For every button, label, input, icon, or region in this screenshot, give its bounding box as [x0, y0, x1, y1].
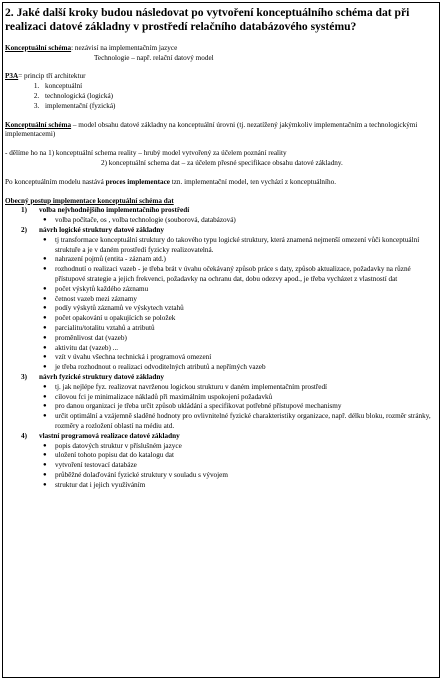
step-label: návrh logické struktury datové základny — [39, 225, 164, 234]
step-bullets — [5, 236, 435, 373]
architecture-item: 2. technologická (logická) — [41, 92, 435, 102]
procedure-title: Obecný postup implementace konceptuální schéma dat — [5, 196, 174, 205]
division-line-1: - dělíme ho na 1) konceptuální schema reality – hrubý model vytvořený za účelem poznání reality — [5, 149, 287, 158]
conceptual-model-definition: – model obsahu datové základny na konceptuální úrovni (tj. nezatížený jakýmkoliv implementačním a technologickými implementacemi) — [5, 120, 418, 139]
list-item: ● popis datových struktur v příslušném jazyce — [43, 442, 435, 452]
procedure-step — [5, 206, 435, 216]
architecture-item: 1. konceptuální — [41, 82, 435, 92]
list-item: ● volba počítače, os , volba technologie (souborová, databázová) — [43, 216, 435, 226]
procedure-step — [5, 226, 435, 236]
p3a-definition: = princip tří architektur — [18, 72, 86, 81]
list-item: ● cílovou fci je minimalizace nákladů při maximálním uspokojení požadavků — [43, 393, 435, 403]
step-bullets — [5, 442, 435, 491]
list-item: ● je třeba rozhodnout o realizaci odvoditelných atributů a nepřímých vazeb — [43, 363, 435, 373]
list-item: ● struktur dat i jejich využíváním — [43, 481, 435, 491]
step-number: 1) — [21, 206, 27, 215]
list-item: ● vytvoření testovací databáze — [43, 461, 435, 471]
section-conceptual-schema — [5, 44, 435, 64]
procedure-step — [5, 373, 435, 383]
section-general-procedure — [5, 197, 435, 491]
p3a-line — [5, 72, 435, 82]
list-item: ● průběžné dolaďování fyzické struktury v souladu s vývojem — [43, 471, 435, 481]
procedure-step — [5, 432, 435, 442]
list-item: ● určit optimální a vzájemně sladěné hodnoty pro ovlivnitelné fyzické charakteristiky organizace, např. délku bloku, rozměr stránky, rozměry a rozložení oblastí na médiu atd. — [43, 412, 435, 432]
section-conceptual-model — [5, 121, 435, 141]
conceptual-schema-definition: : nezávisí na implementačním jazyce — [71, 43, 178, 52]
list-item: ● aktivitu dat (vazeb) ... — [43, 344, 435, 354]
process-prefix: Po konceptuálním modelu nastává — [5, 177, 106, 186]
section-implementation-process — [5, 178, 435, 188]
process-suffix: tzn. implementační model, ten vychází z konceptuálního. — [169, 177, 337, 186]
architecture-list — [5, 82, 435, 111]
list-item: ● uložení tohoto popisu dat do katalogu dat — [43, 451, 435, 461]
p3a-term: P3A — [5, 72, 19, 81]
question-heading: 2. Jaké další kroky budou následovat po vytvoření konceptuálního schéma dat při realizaci datové základny v prostředí relačního databázového systému? — [5, 6, 410, 34]
list-item: ● proměnlivost dat (vazeb) — [43, 334, 435, 344]
division-line-2: 2) konceptuální schema dat – za účelem přesné specifikace obsahu datové základny. — [101, 158, 343, 167]
section-division — [5, 149, 435, 169]
step-number: 2) — [21, 225, 27, 234]
step-label: vlastní programová realizace datové základny — [39, 431, 180, 440]
step-bullets — [5, 216, 435, 226]
list-item: ● vzít v úvahu všechna technická i programová omezení — [43, 353, 435, 363]
list-item: ● četnost vazeb mezi záznamy — [43, 295, 435, 305]
conceptual-schema-line — [5, 44, 435, 54]
process-term: proces implementace — [105, 177, 170, 186]
technology-line: Technologie – např. relační datový model — [94, 53, 214, 62]
architecture-item: 3. implementační (fyzická) — [41, 102, 435, 112]
step-number: 3) — [21, 372, 27, 381]
document-content — [5, 6, 435, 490]
list-item: ● počet opakování u opakujících se položek — [43, 314, 435, 324]
conceptual-model-term: Konceptuální schéma — [5, 120, 72, 129]
step-label: volba nejvhodnějšího implementačního prostředí — [39, 206, 190, 215]
list-item: ● tj transformace konceptuální struktury do takového typu logické struktury, která znamená nejmenší omezení vůči konceptuální struktuře a je v daném prostředí fyzicky realizovatelná. — [43, 236, 435, 256]
list-item: ● pro danou organizaci je třeba určit způsob ukládání a specifikovat potřebné přístupové mechanismy — [43, 402, 435, 412]
conceptual-schema-term: Konceptuální schéma — [5, 43, 72, 52]
step-bullets — [5, 383, 435, 432]
list-item: ● rozhodnutí o realizaci vazeb - je třeba brát v úvahu očekávaný způsob práce s daty, způsob aktualizace, požadavky na různé přístupové strategie a jejich frekvenci, požadavky na ochranu dat, dobu odezvy apod., je třeba vycházet z vlastností dat — [43, 265, 435, 285]
step-number: 4) — [21, 431, 27, 440]
section-p3a — [5, 72, 435, 111]
list-item: ● nahrazení pojmů (entita - záznam atd.) — [43, 255, 435, 265]
list-item: ● podíy výskytů záznamů ve výskytech vztahů — [43, 304, 435, 314]
step-label: návrh fyzické struktury datové základny — [39, 372, 164, 381]
list-item: ● tj. jak nejlépe fyz. realizovat navrženou logickou strukturu v daném implementačním prostředí — [43, 383, 435, 393]
list-item: ● parcialitu/totalitu vztahů a atributů — [43, 324, 435, 334]
list-item: ● počet výskytů každého záznamu — [43, 285, 435, 295]
